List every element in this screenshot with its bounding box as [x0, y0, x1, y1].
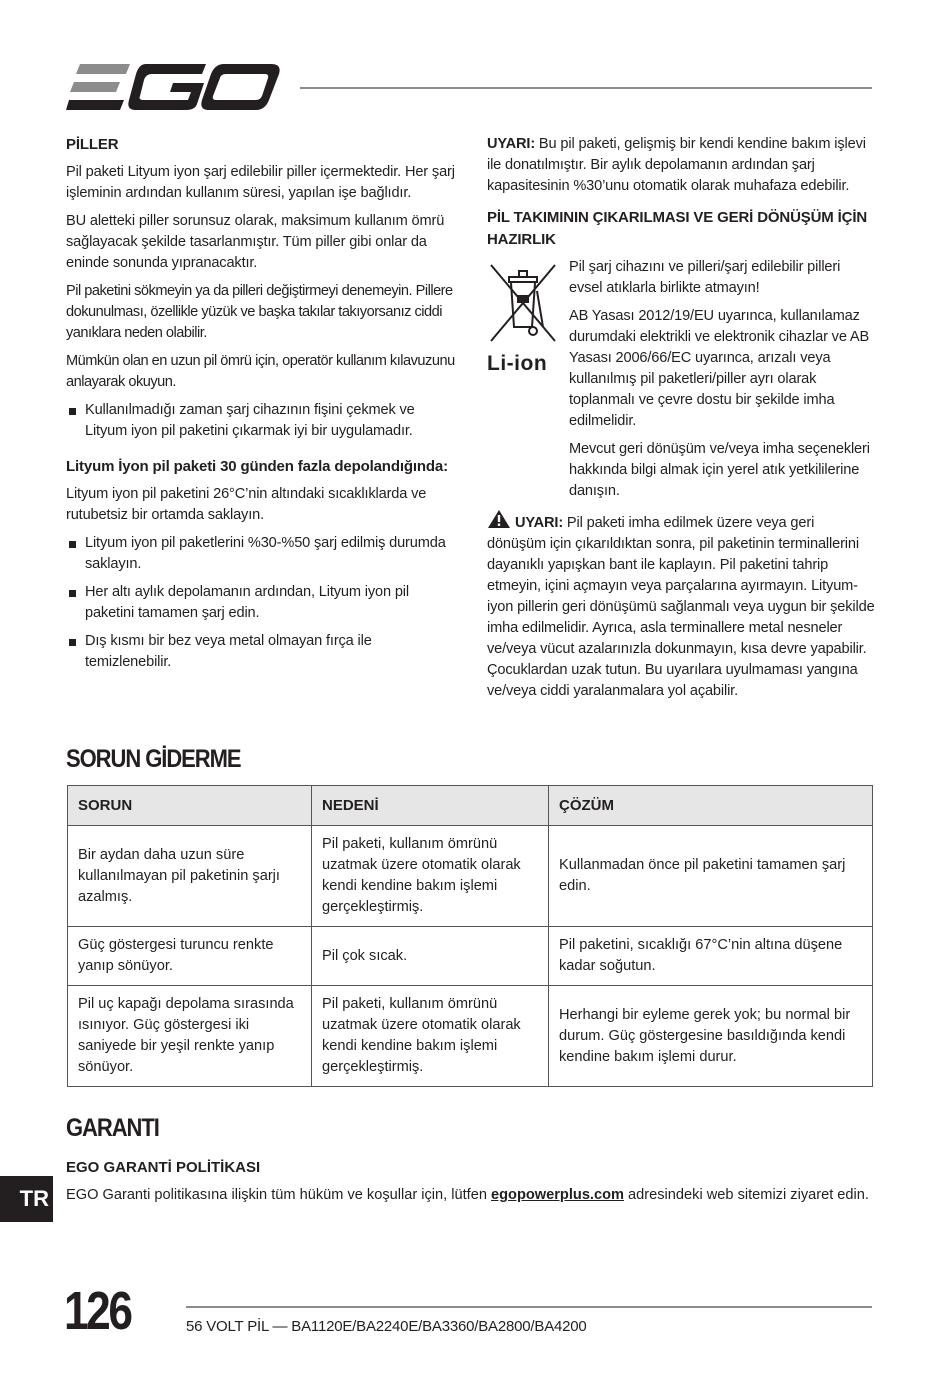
warning-self-maintenance	[487, 134, 875, 197]
recycling-text	[569, 257, 875, 509]
bullet-item: Lityum iyon pil paketlerini %30-%50 şarj edilmiş durumda saklayın.	[66, 533, 458, 575]
column-header: SORUN	[68, 786, 312, 826]
bullet-item: Her altı aylık depolamanın ardından, Lityum iyon pil paketini tamamen şarj edin.	[66, 582, 458, 624]
table-cell: Bir aydan daha uzun süre kullanılmayan pil paketinin şarjı azalmış.	[68, 826, 312, 927]
warranty-subtitle: EGO GARANTİ POLİTİKASI	[66, 1159, 261, 1176]
warning-label: UYARI:	[515, 515, 564, 531]
warning-text: Bu pil paketi, gelişmiş bir kendi kendine bakım işlevi ile donatılmıştır. Bir aylık depolamanın ardından şarj kapasitesinin %30’unu otomatik olarak muhafaza edebilir.	[487, 136, 866, 194]
website-link[interactable]: egopowerplus.com	[491, 1187, 624, 1203]
table-row	[68, 826, 873, 927]
paragraph: Mevcut geri dönüşüm ve/veya imha seçenekleri hakkında bilgi almak için yerel atık yetkililerine danışın.	[569, 441, 870, 499]
paragraph: Pil paketini sökmeyin ya da pilleri değiştirmeyi denemeyin. Pillere dokunulması, özellikle yüzük ve başka takılar takıyorsanız ciddi yanıklara neden olabilir.	[66, 283, 453, 341]
table-row	[68, 986, 873, 1087]
header-rule	[300, 87, 872, 89]
recycling-icon-block	[487, 257, 569, 509]
storage-heading: Lityum İyon pil paketi 30 günden fazla depolandığında:	[66, 458, 448, 475]
recycling-block	[487, 257, 875, 509]
table-header-row	[68, 786, 873, 826]
warning-triangle-icon	[487, 509, 511, 529]
paragraph: Pil şarj cihazını ve pilleri/şarj edilebilir pilleri evsel atıklarla birlikte atmayın!	[569, 259, 841, 296]
li-ion-label: Li-ion	[487, 352, 548, 375]
footer-doc-title: 56 VOLT PİL — BA1120E/BA2240E/BA3360/BA2800/BA4200	[186, 1318, 587, 1335]
right-column	[487, 134, 875, 709]
left-column	[66, 134, 458, 680]
paragraph: AB Yasası 2012/19/EU uyarınca, kullanılamaz durumdaki elektrikli ve elektronik cihazlar ve AB Yasası 2006/66/EC uyarınca, arızalı veya kullanılmış pil paketleri/piller ayrı olarak toplanmalı ve çevre dostu bir şekilde imha edilmelidir.	[569, 308, 870, 429]
warranty-title: GARANTI	[66, 1114, 159, 1142]
ego-logo	[66, 62, 280, 114]
table-cell: Pil çok sıcak.	[312, 927, 549, 986]
warning-text: Pil paketi imha edilmek üzere veya geri dönüşüm için çıkarıldıktan sonra, pil paketinin terminallerini dayanıklı yapışkan bant ile kaplayın. Pil paketini tahrip etmeyin, içini açmayın veya parçalarına ayırmayın. Lityum-iyon pillerin geri dönüşümü sağlanmalı veya uygun bir şekilde imha edilmelidir. Ayrıca, asla terminallere metal nesneler ve/veya vücut azalarınızla dokunmayın, kısa devre yapabilir. Çocuklardan uzak tutun. Bu uyarılara uyulmaması yangına ve/veya ciddi yaralanmalara yol açabilir.	[487, 515, 875, 699]
column-header: NEDENİ	[312, 786, 549, 826]
table-cell: Pil uç kapağı depolama sırasında ısınıyor. Güç göstergesi iki saniyede bir yeşil renkte yanıp sönüyor.	[68, 986, 312, 1087]
crossed-bin-icon	[487, 261, 559, 345]
table-cell: Pil paketi, kullanım ömrünü uzatmak üzere otomatik olarak kendi kendine bakım işlemi gerçekleştirmiş.	[312, 986, 549, 1087]
troubleshooting-title: SORUN GİDERME	[66, 745, 241, 773]
bullet-item: Kullanılmadığı zaman şarj cihazının fişini çekmek ve Lityum iyon pil paketini çıkarmak iyi bir uygulamadır.	[66, 400, 458, 442]
table-cell: Kullanmadan önce pil paketini tamamen şarj edin.	[549, 826, 873, 927]
footer-rule	[186, 1306, 872, 1308]
paragraph: Mümkün olan en uzun pil ömrü için, operatör kullanım kılavuzunu anlayarak okuyun.	[66, 353, 455, 390]
warning-disposal	[487, 509, 875, 702]
table-cell: Pil paketi, kullanım ömrünü uzatmak üzere otomatik olarak kendi kendine bakım işlemi gerçekleştirmiş.	[312, 826, 549, 927]
column-header: ÇÖZÜM	[549, 786, 873, 826]
paragraph: Lityum iyon pil paketini 26°C’nin altındaki sıcaklıklarda ve rutubetsiz bir ortamda saklayın.	[66, 486, 427, 523]
removal-heading: PİL TAKIMININ ÇIKARILMASI VE GERİ DÖNÜŞÜM İÇİN HAZIRLIK	[487, 209, 868, 248]
table-row	[68, 927, 873, 986]
table-cell: Herhangi bir eyleme gerek yok; bu normal bir durum. Güç göstergesine basıldığında kendi kendine bakım işlemi durur.	[549, 986, 873, 1087]
warranty-text-before: EGO Garanti politikasına ilişkin tüm hüküm ve koşullar için, lütfen	[66, 1187, 492, 1203]
bullet-item: Dış kısmı bir bez veya metal olmayan fırça ile temizlenebilir.	[66, 631, 458, 673]
table-cell: Pil paketini, sıcaklığı 67°C’nin altına düşene kadar soğutun.	[549, 927, 873, 986]
warranty-text	[66, 1187, 869, 1203]
troubleshooting-table	[67, 785, 873, 1087]
warning-label: UYARI:	[487, 136, 536, 152]
warranty-text-after: adresindeki web sitemizi ziyaret edin.	[624, 1187, 869, 1203]
page-number: 126	[64, 1281, 131, 1341]
table-cell: Güç göstergesi turuncu renkte yanıp sönüyor.	[68, 927, 312, 986]
batteries-heading: PİLLER	[66, 136, 119, 153]
language-tab: TR	[0, 1176, 53, 1222]
paragraph: Pil paketi Lityum iyon şarj edilebilir piller içermektedir. Her şarj işleminin ardından kullanım süresi, yapılan işe bağlıdır.	[66, 164, 455, 201]
paragraph: BU aletteki piller sorunsuz olarak, maksimum kullanım ömrü sağlayacak şekilde tasarlanmıştır. Tüm piller gibi onlar da eninde sonunda yıpranacaktır.	[66, 213, 445, 271]
